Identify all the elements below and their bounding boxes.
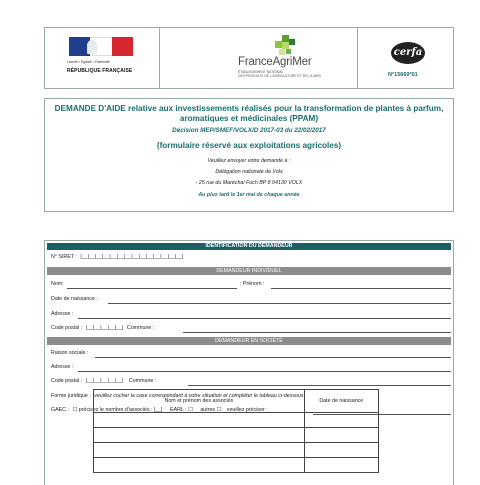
commune-field[interactable] xyxy=(183,332,451,333)
french-flag-logo xyxy=(69,37,133,56)
earl-checkbox[interactable]: ☐ xyxy=(188,407,193,413)
birth-label: Date de naissance : xyxy=(51,296,98,302)
header-logos xyxy=(44,27,454,89)
name-row xyxy=(51,281,64,287)
cerfa-cell xyxy=(357,28,455,88)
company-postal-code-input[interactable]: |__|__|__|__|__| xyxy=(85,378,124,384)
submission-deadline: Au plus tard le 1er mai de chaque année xyxy=(198,192,300,198)
postal-row xyxy=(51,325,156,331)
section-individual-header: DEMANDEUR INDIVIDUEL xyxy=(47,267,451,275)
table-row xyxy=(94,428,379,443)
office-address: - 25 rue du Maréchal Foch BP 8 04130 VOLX xyxy=(195,180,303,186)
nom-field[interactable] xyxy=(67,288,237,289)
address-field[interactable] xyxy=(78,318,451,319)
prenom-label: ; Prénom : xyxy=(240,281,265,287)
marianne-icon xyxy=(87,40,97,54)
postal2-label: Code postal : xyxy=(51,378,83,384)
company-address-field[interactable] xyxy=(78,371,451,372)
prenom-field[interactable] xyxy=(271,288,451,289)
associates-name-header: Nom et prénom des associés xyxy=(94,390,305,413)
gaec-label: GAEC : xyxy=(51,407,69,413)
send-instructions: Veuillez envoyer votre demande à : xyxy=(207,158,291,164)
commune2-label: Commune : xyxy=(128,378,157,384)
associates-birth-header: Date de naissance xyxy=(304,390,378,413)
form-title-box xyxy=(44,98,454,212)
agency-name: FranceAgriMer xyxy=(238,56,312,68)
associate-name-cell[interactable] xyxy=(94,413,305,428)
autres-checkbox[interactable]: ☐ xyxy=(216,407,222,413)
table-row xyxy=(94,413,379,428)
associate-birth-cell[interactable] xyxy=(304,458,378,473)
siret-input[interactable]: |__|__|__|__|__|__|__|__|__|__|__|__|__|__| xyxy=(80,254,184,260)
cerfa-logo: cerfa xyxy=(391,42,425,64)
section-applicant-header: IDENTIFICATION DU DEMANDEUR xyxy=(47,243,451,250)
nom-label: Nom: xyxy=(51,281,64,287)
company-commune-field[interactable] xyxy=(188,385,451,386)
legal-form-label: Forme juridique : xyxy=(51,393,91,399)
table-row xyxy=(94,443,379,458)
postal2-row xyxy=(51,378,158,384)
postal-label: Code postal : xyxy=(51,325,83,331)
associates-table xyxy=(93,389,379,473)
gaec-checkbox[interactable]: ☐ xyxy=(72,407,78,413)
siret-row xyxy=(51,254,183,260)
siret-label: N° SIRET : xyxy=(51,254,77,260)
autres-label: autres xyxy=(200,407,216,413)
form-scope: (formulaire réservé aux exploitations agricoles) xyxy=(156,141,342,150)
republic-name: RÉPUBLIQUE FRANÇAISE xyxy=(67,68,133,74)
associate-birth-cell[interactable] xyxy=(304,413,378,428)
address2-label: Adresse : xyxy=(51,364,74,370)
franceagrimer-cell xyxy=(159,28,358,88)
decision-reference: Décision MEP/SMEF/VOLX/D 2017-03 du 22/02/2017 xyxy=(172,127,326,134)
table-row xyxy=(94,458,379,473)
address-label: Adresse : xyxy=(51,311,74,317)
earl-label: EARL : xyxy=(170,407,187,413)
section-company-header: DEMANDEUR EN SOCIÉTÉ xyxy=(47,337,451,345)
agency-subtitle: ÉTABLISSEMENT NATIONAL DES PRODUITS DE L'AGRICULTURE ET DE LA MER xyxy=(238,70,321,79)
associate-birth-cell[interactable] xyxy=(304,428,378,443)
associate-birth-cell[interactable] xyxy=(304,443,378,458)
republique-cell xyxy=(45,28,160,88)
associate-name-cell[interactable] xyxy=(94,428,305,443)
commune-label: Commune : xyxy=(126,325,155,331)
postal-code-input[interactable]: |__|__|__|__|__| xyxy=(85,325,124,331)
form-title: DEMANDE D'AIDE relative aux investissements réalisés pour la transformation de plantes à parfum, aromatiques et médicinales (PPAM) xyxy=(54,104,444,123)
gaec-associates-text: précisez le nombre d'associés : |__| xyxy=(78,407,163,413)
associate-name-cell[interactable] xyxy=(94,443,305,458)
office-name: Délégation nationale de Volx xyxy=(215,169,283,175)
autres-precise-text: veuillez préciser : xyxy=(226,407,268,413)
raison-sociale-field[interactable] xyxy=(95,357,451,358)
associate-name-cell[interactable] xyxy=(94,458,305,473)
franceagrimer-leaf-icon xyxy=(275,35,295,57)
birth-date-field[interactable] xyxy=(108,303,451,304)
legal-form-hint: veuillez cocher la case correspondant à votre situation et compléter le tableau ci-dessous xyxy=(94,393,304,399)
cerfa-number: N°15669*01 xyxy=(388,72,418,78)
raison-label: Raison sociale : xyxy=(51,350,89,356)
table-header-row xyxy=(94,390,379,413)
republic-motto: Liberté • Égalité • Fraternité xyxy=(67,60,110,64)
